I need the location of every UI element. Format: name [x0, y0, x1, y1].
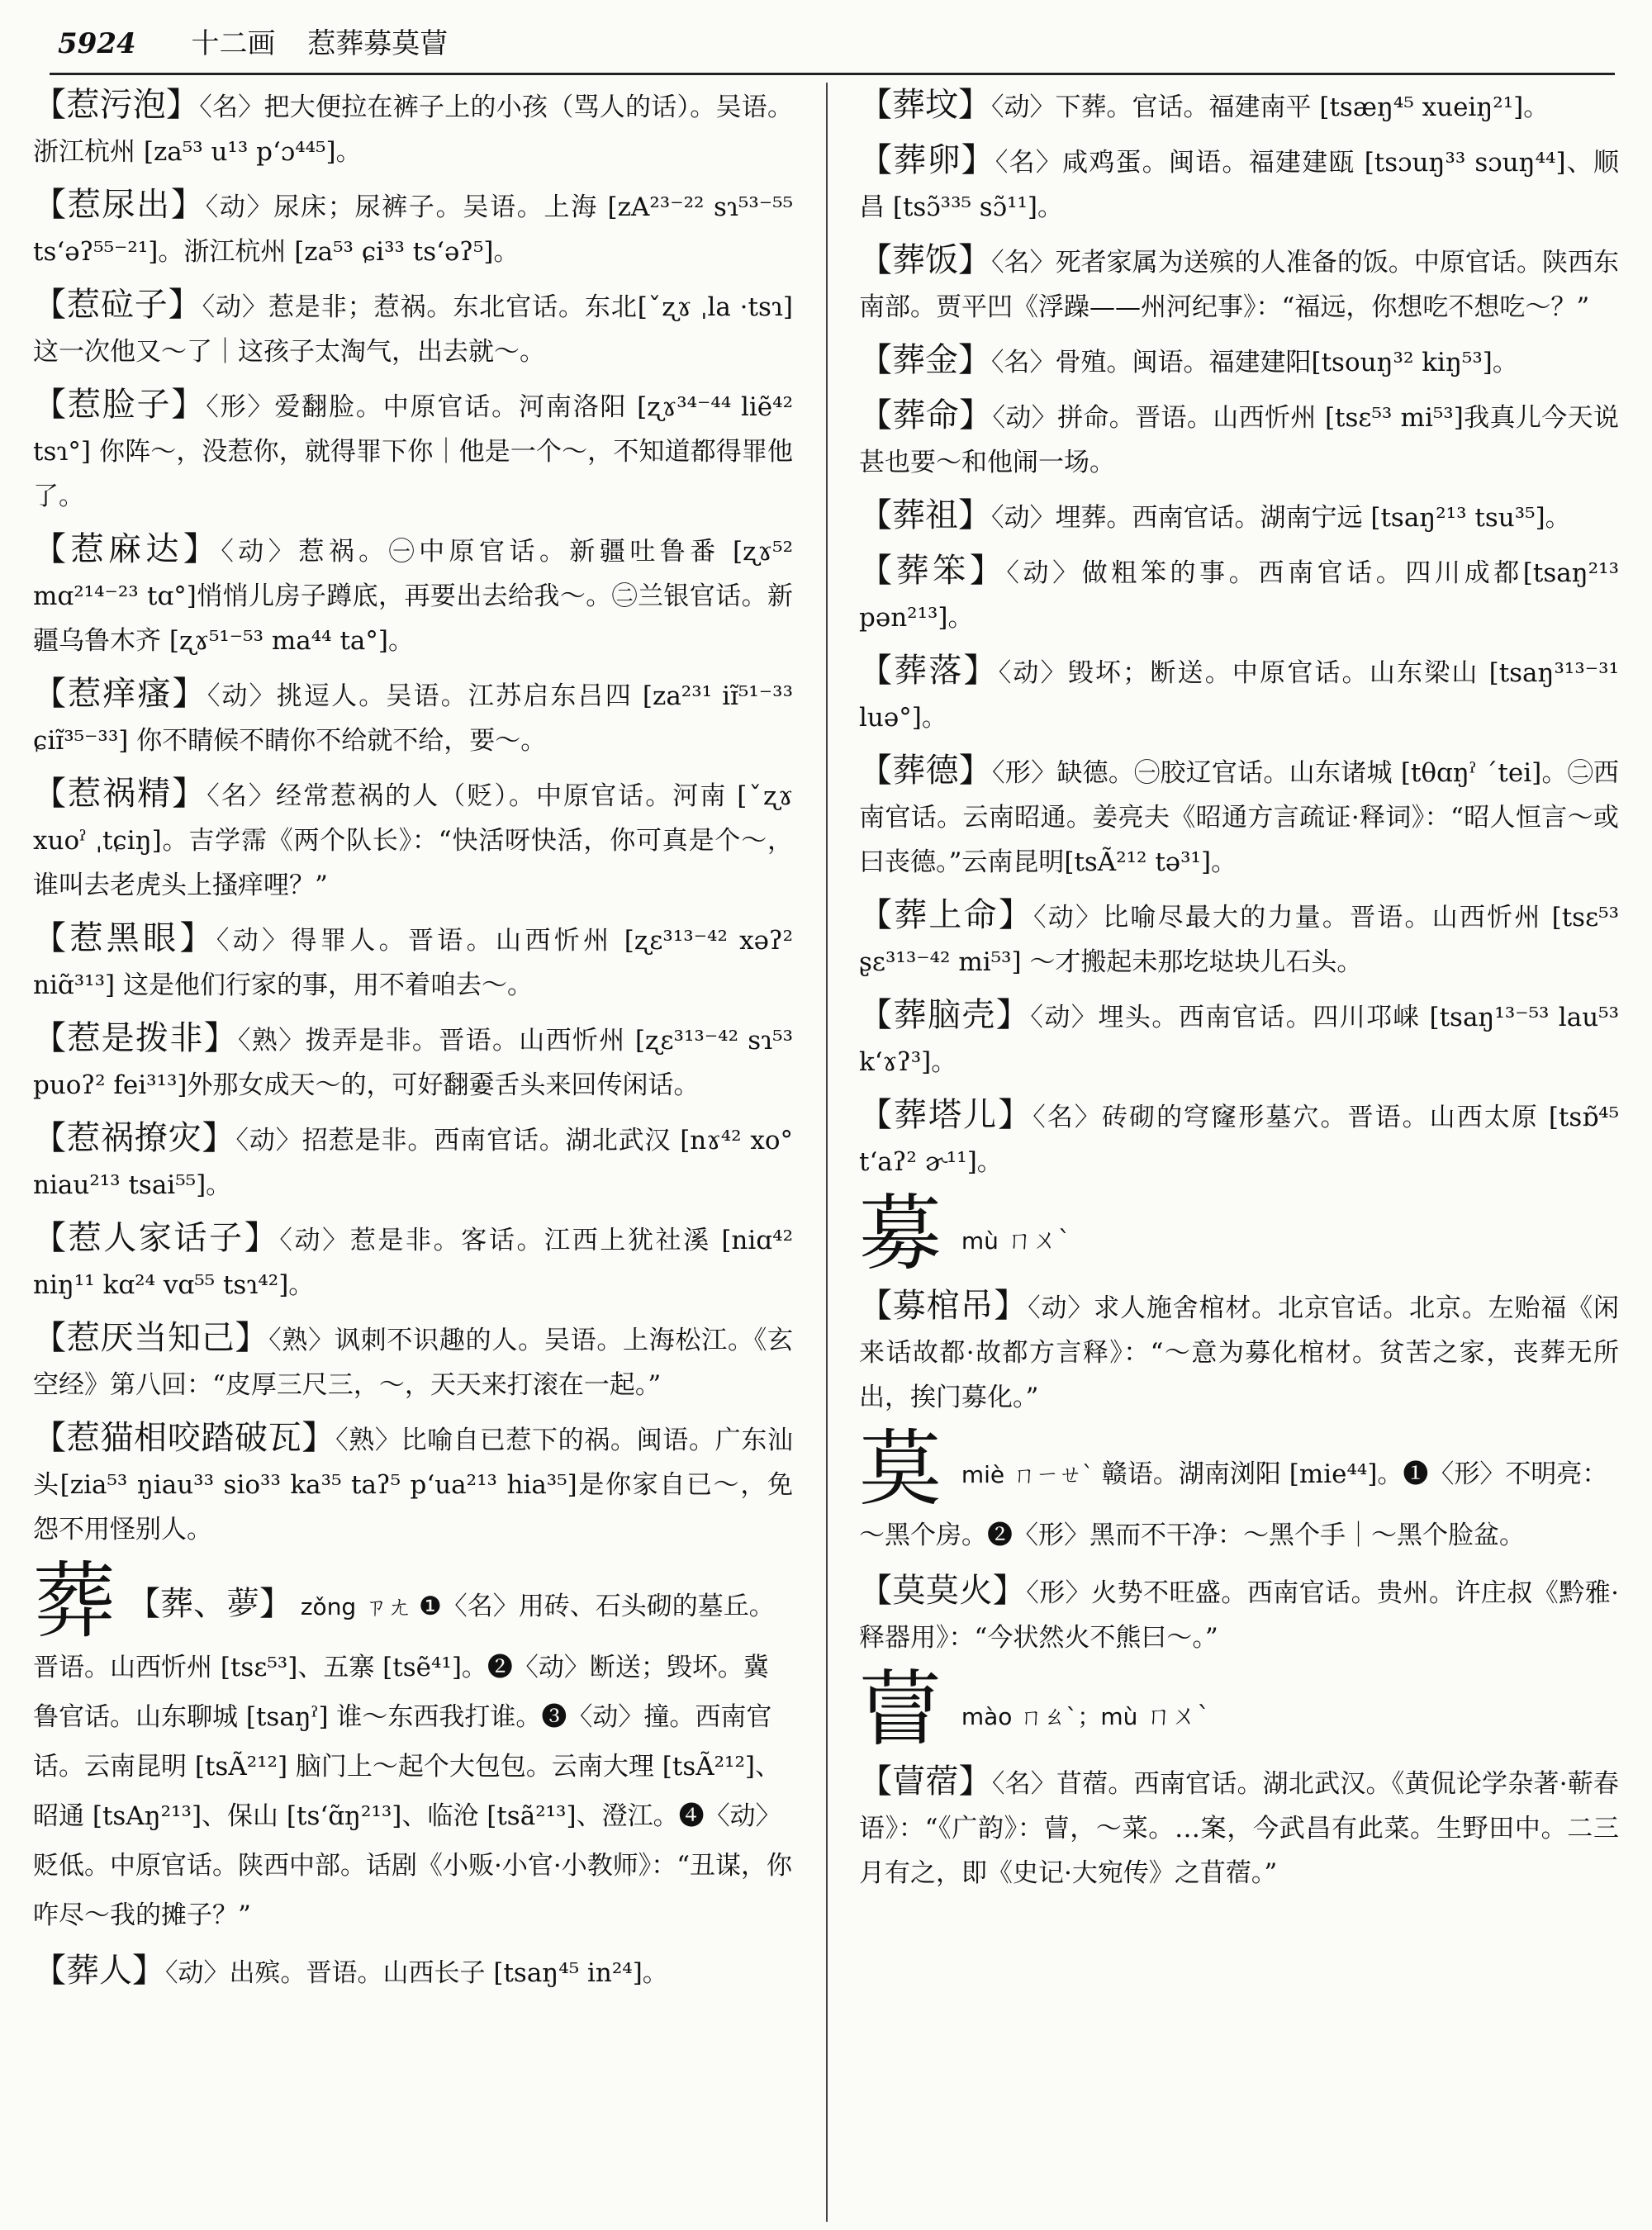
entry-headword: 【惹黑眼】	[33, 919, 216, 957]
entry-headword: 【葬祖】	[859, 496, 991, 534]
dictionary-entry	[859, 393, 1619, 485]
head-char: 莫	[859, 1421, 942, 1517]
entry-headword: 【葬饭】	[859, 241, 992, 279]
entry-definition: 〈形〉缺德。㊀胶辽官话。山东诸城 [tθɑŋˀ ˊtei]。㊁西南官话。云南昭通。姜亮夫《昭通方言疏证·释词》：“昭人恒言～或曰丧德。”云南昆明[tsÃ²¹² tə³¹]。	[859, 758, 1619, 877]
entry-headword: 【葬上命】	[859, 896, 1034, 934]
dictionary-entry	[33, 183, 793, 274]
dictionary-entry	[859, 1093, 1619, 1184]
definition: 赣语。湖南浏阳 [mie⁴⁴]。❶〈形〉不明亮：～黑个房。❷〈形〉黑而不干净：～黑个手｜～黑个脸盆。	[859, 1459, 1608, 1550]
dictionary-entry	[859, 893, 1619, 985]
dictionary-entry	[859, 648, 1619, 740]
header-chars: 惹葬募莫萺	[307, 27, 449, 60]
entry-definition: 〈动〉招惹是非。西南官话。湖北武汉 [nɤ⁴² xo° niau²¹³ tsai⁵⁵]。	[33, 1126, 793, 1200]
head-char: 萺	[859, 1661, 942, 1758]
mu-entry-list	[859, 1283, 1619, 1420]
zhuyin: ㄇㄧㄝˋ	[1013, 1461, 1094, 1488]
entry-definition: 〈动〉埋葬。西南官话。湖南宁远 [tsaŋ²¹³ tsu³⁵]。	[991, 503, 1571, 533]
left-column	[33, 83, 793, 2222]
entry-headword: 【葬脑壳】	[859, 996, 1031, 1034]
entry-headword: 【葬笨】	[859, 552, 1007, 590]
entry-headword: 【葬命】	[859, 396, 993, 434]
zhuyin: ㄗㄤ	[364, 1593, 411, 1620]
entry-headword: 【惹祸撩灾】	[33, 1119, 236, 1157]
dictionary-entry	[859, 138, 1619, 230]
entry-headword: 【募棺吊】	[859, 1287, 1028, 1325]
entry-headword: 【惹是拨非】	[33, 1019, 239, 1057]
dictionary-entry	[33, 1948, 793, 1995]
dictionary-entry	[859, 1568, 1619, 1660]
entry-definition: 〈名〉把大便拉在裤子上的小孩（骂人的话）。吴语。浙江杭州 [za⁵³ u¹³ p‘ɔ⁴⁴⁵]。	[33, 93, 793, 167]
dictionary-entry	[33, 382, 793, 519]
entry-headword: 【葬卵】	[859, 141, 995, 179]
pinyin: miè	[961, 1461, 1005, 1488]
dictionary-entry	[33, 527, 793, 663]
entry-headword: 【葬德】	[859, 752, 993, 790]
entry-headword: 【惹脸子】	[33, 386, 206, 424]
entry-definition: 〈动〉惹是非；惹祸。东北官话。东北[ˇʐɤ ˌla ·tsɿ]这一次他又～了｜这孩子太淘气，出去就～。	[33, 292, 793, 367]
page-header	[58, 23, 1619, 64]
entry-definition: 〈动〉出殡。晋语。山西长子 [tsaŋ⁴⁵ in²⁴]。	[165, 1958, 668, 1988]
entry-headword: 【葬金】	[859, 341, 991, 379]
entry-headword: 【萺蓿】	[859, 1763, 992, 1801]
char-head-mao	[859, 1661, 1619, 1758]
entry-headword: 【葬落】	[859, 652, 999, 690]
dictionary-entry	[33, 1016, 793, 1108]
right-entry-list	[859, 83, 1619, 1184]
entry-definition: 〈动〉惹祸。㊀中原官话。新疆吐鲁番 [ʐɤ⁵² mɑ²¹⁴⁻²³ tɑ°]悄悄儿房子蹲底，再要出去给我～。㊁兰银官话。新疆乌鲁木齐 [ʐɤ⁵¹⁻⁵³ ma⁴⁴ ta°]。	[33, 537, 793, 656]
variant-forms: 【葬、𦿏】	[127, 1585, 292, 1623]
entry-definition: 〈动〉毁坏；断送。中原官话。山东梁山 [tsaŋ³¹³⁻³¹ luə°]。	[859, 658, 1619, 733]
entry-definition: 〈动〉拼命。晋语。山西忻州 [tsɛ⁵³ mi⁵³]我真儿今天说甚也要～和他闹一场。	[859, 403, 1619, 477]
entry-definition: 〈形〉爱翻脸。中原官话。河南洛阳 [ʐɤ³⁴⁻⁴⁴ liẽ⁴² tsɿ°] 你阵～，没惹你，就得罪下你｜他是一个～，不知道都得罪他了。	[33, 392, 793, 511]
entry-headword: 【莫莫火】	[859, 1572, 1027, 1610]
entry-headword: 【惹猫相咬踏破瓦】	[33, 1419, 336, 1457]
entry-headword: 【葬人】	[33, 1952, 165, 1990]
dictionary-entry	[859, 548, 1619, 640]
entry-headword: 【惹祸精】	[33, 775, 207, 813]
entry-headword: 【惹人家话子】	[33, 1219, 280, 1257]
pinyin: mù	[961, 1227, 999, 1255]
mie-entry-list	[859, 1568, 1619, 1660]
right-column	[859, 83, 1619, 2222]
entry-definition: 〈动〉挑逗人。吴语。江苏启东吕四 [za²³¹ iɪ̃⁵¹⁻³³ ɕiɪ̃³⁵⁻³³] 你不睛候不睛你不给就不给，要～。	[33, 681, 793, 756]
entry-headword: 【惹痒瘙】	[33, 675, 207, 713]
dictionary-entry	[33, 1316, 793, 1407]
entry-headword: 【葬坟】	[859, 86, 991, 124]
entry-definition: 〈动〉惹是非。客话。江西上犹社溪 [niɑ⁴² niŋ¹¹ kɑ²⁴ vɑ⁵⁵ tsɿ⁴²]。	[33, 1226, 793, 1300]
entry-headword: 【葬塔儿】	[859, 1096, 1033, 1134]
entry-definition: 〈动〉做粗笨的事。西南官话。四川成都[tsaŋ²¹³ pən²¹³]。	[859, 558, 1619, 633]
entry-headword: 【惹砬子】	[33, 286, 202, 324]
dictionary-entry	[33, 282, 793, 374]
dictionary-entry	[33, 83, 793, 174]
entry-definition: 〈动〉埋头。西南官话。四川邛崃 [tsaŋ¹³⁻⁵³ lau⁵³ k‘ɤʔ³]。	[859, 1003, 1619, 1077]
entry-headword: 【惹污泡】	[33, 86, 200, 124]
char-head-mie	[859, 1421, 1619, 1560]
dictionary-entry	[859, 338, 1619, 385]
entry-headword: 【惹厌当知己】	[33, 1319, 269, 1357]
entry-headword: 【惹麻达】	[33, 530, 221, 568]
dictionary-entry	[33, 671, 793, 763]
stroke-section: 十二画	[191, 27, 276, 60]
entry-definition: 〈动〉比喻尽最大的力量。晋语。山西忻州 [tsɛ⁵³ ʂɛ³¹³⁻⁴² mi⁵³] ～才搬起未那圪垯块儿石头。	[859, 903, 1619, 977]
entry-definition: 〈名〉砖砌的穹窿形墓穴。晋语。山西太原 [tsɒ̃⁴⁵ t‘aʔ² ɚ¹¹]。	[859, 1103, 1619, 1177]
entry-definition: 〈熟〉比喻自已惹下的祸。闽语。广东汕头[zia⁵³ ŋiau³³ sio³³ ka³⁵ taʔ⁵ p‘ua²¹³ hia³⁵]是你家自已～，免怨不用怪别人。	[33, 1426, 793, 1544]
pinyin: mào ㄇㄠˋ；mù	[961, 1703, 1138, 1730]
entry-definition: 〈熟〉拨弄是非。晋语。山西忻州 [ʐɛ³¹³⁻⁴² sɿ⁵³ puoʔ² fei³¹³]外那女成天～的，可好翻嫑舌头来回传闲话。	[33, 1026, 793, 1100]
entry-definition: 〈名〉咸鸡蛋。闽语。福建建瓯 [tsɔuŋ³³ sɔuŋ⁴⁴]、顺昌 [tsɔ̃³³⁵ sɔ̃¹¹]。	[859, 148, 1619, 222]
entry-definition: 〈动〉求人施舍棺材。北京官话。北京。左贻福《闲来话故都·故都方言释》：“～意为募化棺材。贫苦之家，丧葬无所出，挨门募化。”	[859, 1293, 1619, 1412]
left-entry-list	[33, 83, 793, 1552]
dictionary-entry	[33, 771, 793, 908]
zhuyin: ㄇㄨˋ	[1146, 1701, 1210, 1731]
dictionary-entry	[33, 916, 793, 1008]
dictionary-entry	[859, 493, 1619, 540]
definition: ❶〈名〉用砖、石头砌的墓丘。晋语。山西忻州 [tsɛ⁵³]、五寨 [tsẽ⁴¹]。❷〈动〉断送；毁坏。冀鲁官话。山东聊城 [tsaŋˀ] 谁～东西我打谁。❸〈动〉撞。西南官话。云南昆明 [tsÃ²¹²] 脑门上～起个大包包。云南大理 [tsÃ²¹²]、昭通 [tsAŋ²¹³]、保山 [ts‘ɑ̃ŋ²¹³]、临沧 [tsã²¹³]、澄江。❹〈动〉贬低。中原官话。陕西中部。话剧《小贩·小官·小教师》：“丑谋，你咋尽～我的摊子？”	[33, 1592, 793, 1930]
dictionary-entry	[33, 1416, 793, 1552]
dictionary-entry	[33, 1216, 793, 1307]
char-head-mu	[859, 1185, 1619, 1282]
dictionary-entry	[33, 1116, 793, 1208]
dictionary-entry	[859, 238, 1619, 330]
entry-definition: 〈动〉得罪人。晋语。山西忻州 [ʐɛ³¹³⁻⁴² xəʔ² niɑ̃³¹³] 这是他们行家的事，用不着咱去～。	[33, 926, 793, 1000]
dictionary-entry	[859, 83, 1619, 130]
entry-definition: 〈动〉尿床；尿裤子。吴语。上海 [zA²³⁻²² sɿ⁵³⁻⁵⁵ ts‘əʔ⁵⁵⁻²¹]。浙江杭州 [za⁵³ ɕi³³ ts‘əʔ⁵]。	[33, 192, 793, 267]
header-rule	[50, 73, 1615, 75]
head-char: 募	[859, 1185, 942, 1282]
pinyin: zǒng	[300, 1593, 357, 1620]
entry-definition: 〈名〉苜蓿。西南官话。湖北武汉。《黄侃论学杂著·蕲春语》：“《广韵》：萺，～菜。…案，今武昌有此菜。生野田中。二三月有之，即《史记·大宛传》之苜蓿。”	[859, 1769, 1619, 1888]
dictionary-entry	[859, 993, 1619, 1084]
entry-definition: 〈熟〉讽刺不识趣的人。吴语。上海松江。《玄空经》第八回：“皮厚三尺三，～，天天来打滚在一起。”	[33, 1326, 793, 1400]
entry-definition: 〈形〉火势不旺盛。西南官话。贵州。许庄叔《黔雅·释器用》：“今状然火不熊曰～。”	[859, 1578, 1619, 1653]
entry-headword: 【惹尿出】	[33, 186, 206, 224]
dictionary-entry	[859, 748, 1619, 885]
column-divider	[826, 83, 828, 2222]
char-head-zang	[33, 1553, 793, 1940]
page-number: 5924	[58, 27, 136, 60]
entry-definition: 〈动〉下葬。官话。福建南平 [tsæŋ⁴⁵ xueiŋ²¹]。	[991, 93, 1550, 122]
dictionary-entry	[859, 1283, 1619, 1420]
mao-entry-list	[859, 1759, 1619, 1896]
dictionary-entry	[859, 1759, 1619, 1896]
entry-definition: 〈名〉死者家属为送殡的人准备的饭。中原官话。陕西东南部。贾平凹《浮躁——州河纪事》：“福远，你想吃不想吃～？”	[859, 248, 1619, 322]
head-char: 葬	[33, 1553, 116, 1649]
zhuyin: ㄇㄨˋ	[1006, 1226, 1071, 1255]
entry-definition: 〈名〉经常惹祸的人（贬）。中原官话。河南 [ˇʐɤ xuoˀ ˌtɕiŋ]。吉学霈《两个队长》：“快活呀快活，你可真是个～，谁叫去老虎头上搔痒哩？”	[33, 781, 793, 900]
entry-definition: 〈名〉骨殖。闽语。福建建阳[tsouŋ³² kiŋ⁵³]。	[991, 348, 1518, 377]
